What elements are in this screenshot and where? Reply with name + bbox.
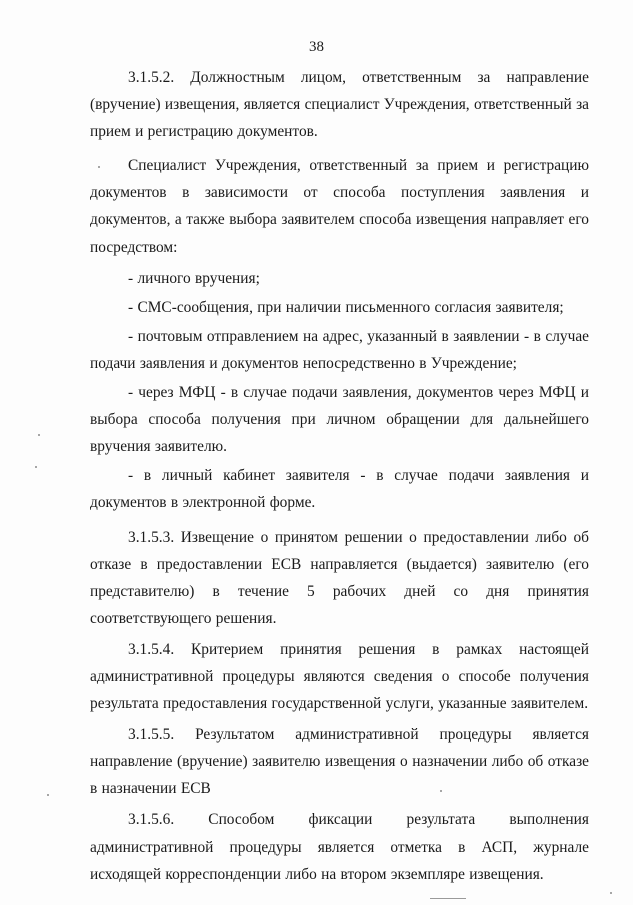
paragraph-3-1-5-6: 3.1.5.6. Способом фиксации результата выполнения административной процедуры является отметка в АСП, журнале исходящей корреспонденции либо на втором экземпляре извещения.: [90, 811, 589, 883]
list-item-mfc: - через МФЦ - в случае подачи заявления, документов через МФЦ и выбора способа получения при личном обращении для дальнейшего вручения заявителю.: [90, 384, 589, 456]
list-item-sms: - СМС-сообщения, при наличии письменного согласия заявителя;: [128, 298, 564, 316]
document-body: [90, 64, 589, 892]
paragraph-specialist-notification: Специалист Учреждения, ответственный за прием и регистрацию документов в зависимости от способа поступления заявления и документов, а также выбора заявителем способа извещения направляет его посредством:: [90, 157, 589, 256]
scan-speck: [98, 166, 100, 168]
paragraph-3-1-5-4: 3.1.5.4. Критерием принятия решения в рамках настоящей административной процедуры являются сведения о способе получения результата предоставления государственной услуги, указанные заявителем.: [90, 640, 589, 713]
scan-speck: [610, 892, 612, 894]
scan-speck: [38, 434, 40, 436]
scan-edge-mark: [430, 898, 466, 899]
paragraph-3-1-5-2: 3.1.5.2. Должностным лицом, ответственным за направление (вручение) извещения, является специалист Учреждения, ответственный за прием и регистрацию документов.: [90, 69, 589, 141]
list-item-personal-account: - в личный кабинет заявителя - в случае подачи заявления и документов в электронной форме.: [90, 467, 589, 512]
scan-speck: [440, 790, 442, 792]
paragraph-3-1-5-3: 3.1.5.3. Извещение о принятом решении о предоставлении либо об отказе в предоставлении ЕСВ направляется (выдается) заявителю (его представителю) в течение 5 рабочих дней со дня принятия соответствующего решения.: [90, 528, 589, 627]
scan-speck: [35, 466, 37, 468]
list-item-postal: - почтовым отправлением на адрес, указанный в заявлении - в случае подачи заявления и документов непосредственно в Учреждение;: [90, 327, 589, 372]
list-item-personal-delivery: - личного вручения;: [128, 269, 260, 287]
paragraph-3-1-5-5: 3.1.5.5. Результатом административной процедуры является направление (вручение) заявителю извещения о назначении либо об отказе в назначении ЕСВ: [90, 726, 589, 798]
page-number: 38: [309, 39, 324, 55]
scan-speck: [47, 794, 49, 796]
